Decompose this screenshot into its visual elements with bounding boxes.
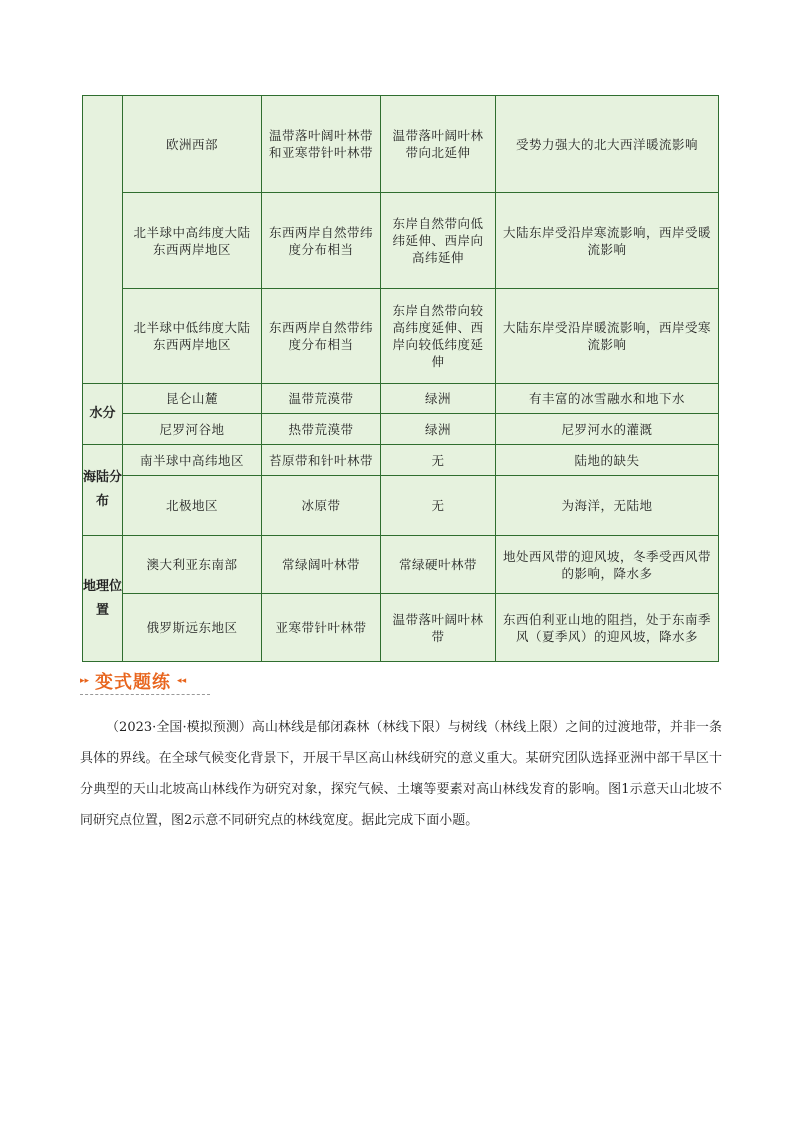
category-cell-location: 地理位置 bbox=[83, 536, 123, 662]
actual-zone-cell: 温带落叶阔叶林带向北延伸 bbox=[381, 96, 496, 193]
expected-zone-cell: 东西两岸自然带纬度分布相当 bbox=[262, 193, 381, 289]
region-cell: 北极地区 bbox=[123, 476, 262, 536]
actual-zone-cell: 东岸自然带向较高纬度延伸、西岸向较低纬度延伸 bbox=[381, 289, 496, 384]
category-cell-continued bbox=[83, 96, 123, 384]
reason-cell: 尼罗河水的灌溉 bbox=[496, 414, 719, 445]
reason-cell: 为海洋，无陆地 bbox=[496, 476, 719, 536]
table-row bbox=[83, 594, 719, 662]
region-cell: 昆仑山麓 bbox=[123, 384, 262, 414]
reason-cell: 有丰富的冰雪融水和地下水 bbox=[496, 384, 719, 414]
question-paragraph: （2023·全国·模拟预测）高山林线是郁闭森林（林线下限）与树线（林线上限）之间的过渡地带，并非一条具体的界线。在全球气候变化背景下，开展干旱区高山林线研究的意义重大。某研究团队选择亚洲中部干旱区十分典型的天山北坡高山林线作为研究对象，探究气候、土壤等要素对高山林线发育的影响。图1示意天山北坡不同研究点位置，图2示意不同研究点的林线宽度。据此完成下面小题。 bbox=[80, 720, 722, 828]
expected-zone-cell: 常绿阔叶林带 bbox=[262, 536, 381, 594]
table-row bbox=[83, 445, 719, 476]
region-cell: 俄罗斯远东地区 bbox=[123, 594, 262, 662]
triangle-left-icon: ◂◂ bbox=[177, 676, 187, 686]
category-cell-water: 水分 bbox=[83, 384, 123, 445]
table-row bbox=[83, 193, 719, 289]
reason-cell: 陆地的缺失 bbox=[496, 445, 719, 476]
actual-zone-cell: 绿洲 bbox=[381, 384, 496, 414]
zonal-anomaly-table bbox=[82, 95, 719, 662]
table-row bbox=[83, 96, 719, 193]
region-cell: 澳大利亚东南部 bbox=[123, 536, 262, 594]
actual-zone-cell: 常绿硬叶林带 bbox=[381, 536, 496, 594]
reason-cell: 受势力强大的北大西洋暖流影响 bbox=[496, 96, 719, 193]
region-cell: 欧洲西部 bbox=[123, 96, 262, 193]
table-row bbox=[83, 414, 719, 445]
actual-zone-cell: 东岸自然带向低纬延伸、西岸向高纬延伸 bbox=[381, 193, 496, 289]
table-row bbox=[83, 536, 719, 594]
actual-zone-cell: 绿洲 bbox=[381, 414, 496, 445]
region-cell: 南半球中高纬地区 bbox=[123, 445, 262, 476]
expected-zone-cell: 温带荒漠带 bbox=[262, 384, 381, 414]
actual-zone-cell: 无 bbox=[381, 445, 496, 476]
expected-zone-cell: 温带落叶阔叶林带和亚寒带针叶林带 bbox=[262, 96, 381, 193]
expected-zone-cell: 热带荒漠带 bbox=[262, 414, 381, 445]
region-cell: 尼罗河谷地 bbox=[123, 414, 262, 445]
reason-cell: 东西伯利亚山地的阻挡，处于东南季风（夏季风）的迎风坡，降水多 bbox=[496, 594, 719, 662]
actual-zone-cell: 温带落叶阔叶林带 bbox=[381, 594, 496, 662]
reason-cell: 地处西风带的迎风坡，冬季受西风带的影响，降水多 bbox=[496, 536, 719, 594]
table-row bbox=[83, 384, 719, 414]
actual-zone-cell: 无 bbox=[381, 476, 496, 536]
category-cell-land-sea: 海陆分布 bbox=[83, 445, 123, 536]
expected-zone-cell: 冰原带 bbox=[262, 476, 381, 536]
table-row bbox=[83, 476, 719, 536]
section-heading-text: 变式题练 bbox=[95, 672, 172, 693]
region-cell: 北半球中低纬度大陆东西两岸地区 bbox=[123, 289, 262, 384]
expected-zone-cell: 苔原带和针叶林带 bbox=[262, 445, 381, 476]
reason-cell: 大陆东岸受沿岸寒流影响，西岸受暖流影响 bbox=[496, 193, 719, 289]
expected-zone-cell: 亚寒带针叶林带 bbox=[262, 594, 381, 662]
section-heading bbox=[80, 668, 210, 695]
table-row bbox=[83, 289, 719, 384]
region-cell: 北半球中高纬度大陆东西两岸地区 bbox=[123, 193, 262, 289]
zonal-anomaly-table-container bbox=[82, 95, 718, 662]
triangle-right-icon: ▸▸ bbox=[80, 676, 90, 686]
expected-zone-cell: 东西两岸自然带纬度分布相当 bbox=[262, 289, 381, 384]
reason-cell: 大陆东岸受沿岸暖流影响，西岸受寒流影响 bbox=[496, 289, 719, 384]
